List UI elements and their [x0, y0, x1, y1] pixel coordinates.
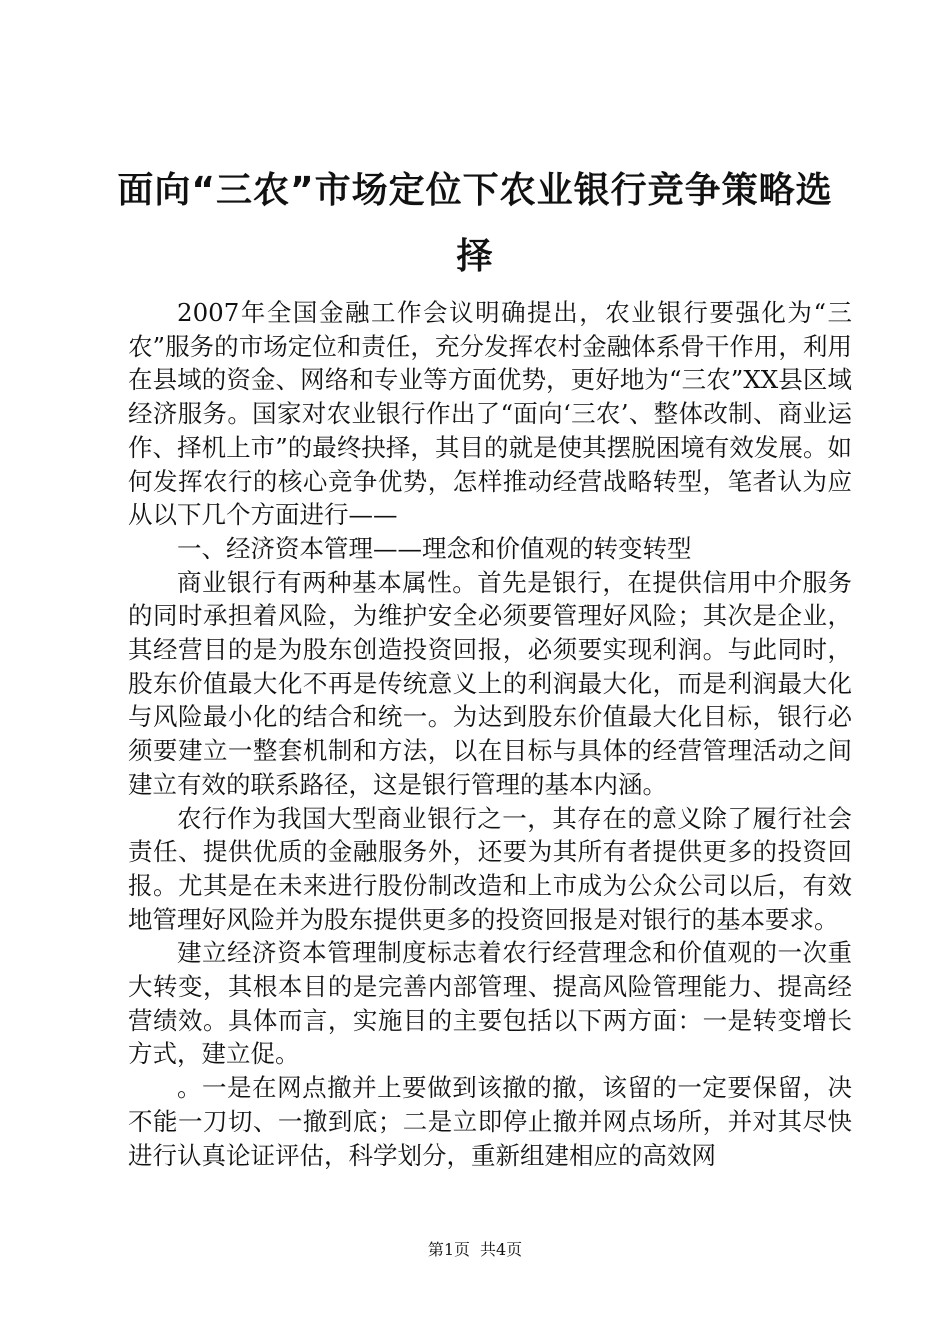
body-paragraph: 商业银行有两种基本属性。首先是银行，在提供信用中介服务的同时承担着风险，为维护安全必须要管理好风险；其次是企业，其经营目的是为股东创造投资回报，必须要实现利润。与此同时，股东价值最大化不再是传统意义上的利润最大化，而是利润最大化与风险最小化的结合和统一。为达到股东价值最大化目标，银行必须要建立一整套机制和方法，以在目标与具体的经营管理活动之间建立有效的联系路径，这是银行管理的基本内涵。 [128, 567, 852, 799]
body-paragraph: 。一是在网点撤并上要做到该撤的撤，该留的一定要保留，决不能一刀切、一撤到底；二是立即停止撤并网点场所，并对其尽快进行认真论证评估，科学划分，重新组建相应的高效网 [128, 1073, 852, 1170]
body-paragraph: 农行作为我国大型商业银行之一，其存在的意义除了履行社会责任、提供优质的金融服务外，还要为其所有者提供更多的投资回报。尤其是在未来进行股份制改造和上市成为公众公司以后，有效地管理好风险并为股东提供更多的投资回报是对银行的基本要求。 [128, 803, 852, 934]
body-paragraph: 建立经济资本管理制度标志着农行经营理念和价值观的一次重大转变，其根本目的是完善内部管理、提高风险管理能力、提高经营绩效。具体而言，实施目的主要包括以下两方面：一是转变增长方式，建立促。 [128, 938, 852, 1069]
document-title: 面向“三农”市场定位下农业银行竞争策略选择 [117, 170, 833, 277]
section-heading: 一、经济资本管理——理念和价值观的转变转型 [177, 533, 692, 563]
page-number: 第1页 [427, 1240, 470, 1259]
document-body [128, 296, 852, 1172]
intro-paragraph: 2007年全国金融工作会议明确提出，农业银行要强化为“三农”服务的市场定位和责任，充分发挥农村金融体系骨干作用，利用在县域的资金、网络和专业等方面优势，更好地为“三农”XX县区域经济服务。国家对农业银行作出了“面向‘三农’、整体改制、商业运作、择机上市”的最终抉择，其目的就是使其摆脱困境有效发展。如何发挥农行的核心竞争优势，怎样推动经营战略转型，笔者认为应从以下几个方面进行—— [128, 298, 852, 530]
page-footer [0, 1240, 950, 1260]
page-total: 共4页 [480, 1240, 523, 1259]
